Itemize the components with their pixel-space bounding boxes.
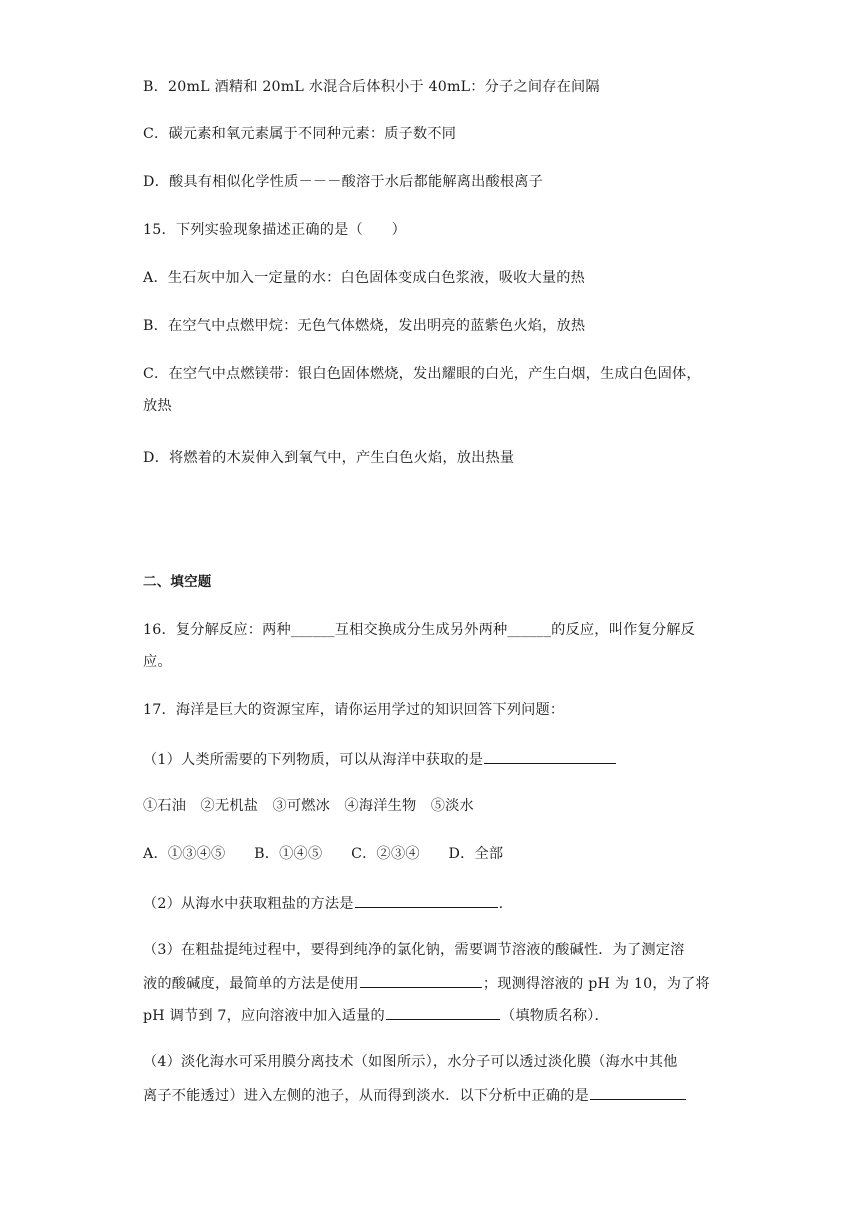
q17-sub2-end: . [498, 896, 504, 912]
q17-sub2-text: （2）从海水中获取粗盐的方法是 [143, 896, 354, 912]
q17-sub4-line1: （4）淡化海水可采用膜分离技术（如图所示），水分子可以透过淡化膜（海水中其他 [143, 1054, 678, 1070]
q17-sub3-text-a: 液的酸碱度，最简单的方法是使用 [143, 976, 359, 992]
q17-sub3-blank-1[interactable] [360, 972, 482, 988]
q15-stem: 15．下列实验现象描述正确的是（ ） [143, 222, 407, 238]
q14-option-c: C．碳元素和氧元素属于不同种元素：质子数不同 [143, 126, 457, 142]
q17-sub2-answer-blank[interactable] [355, 892, 498, 908]
q17-sub3-line2 [143, 972, 710, 994]
q17-stem: 17．海洋是巨大的资源宝库，请你运用学过的知识回答下列问题： [143, 702, 565, 718]
q14-option-b: B．20mL 酒精和 20mL 水混合后体积小于 40mL：分子之间存在间隔 [143, 79, 600, 95]
q16-blank-1[interactable]: ______ [290, 622, 335, 638]
q16-line2: 应。 [143, 654, 172, 670]
q17-sub4-text: 离子不能透过）进入左侧的池子，从而得到淡水．以下分析中正确的是 [143, 1088, 590, 1104]
q17-sub3-text-b: ；现测得溶液的 pH 为 10，为了将 [482, 976, 710, 992]
q15-option-c-line1: C．在空气中点燃镁带：银白色固体燃烧，发出耀眼的白光，产生白烟，生成白色固体， [143, 366, 701, 382]
q17-sub4-line2 [143, 1084, 687, 1106]
q17-sub3-line3 [143, 1004, 609, 1026]
q17-sub1-text: （1）人类所需要的下列物质，可以从海洋中获取的是 [143, 752, 484, 768]
q17-sub3-text-c: pH 调节到 7，应向溶液中加入适量的 [143, 1008, 385, 1024]
q17-items: ①石油 ②无机盐 ③可燃冰 ④海洋生物 ⑤淡水 [143, 798, 474, 814]
q15-option-c-line2: 放热 [143, 398, 172, 414]
q16-line1 [143, 620, 695, 640]
q17-sub3-line1: （3）在粗盐提纯过程中，要得到纯净的氯化钠，需要调节溶液的酸碱性．为了测定溶 [143, 942, 685, 958]
q17-sub3-blank-2[interactable] [386, 1004, 500, 1020]
q16-text-2: 互相交换成分生成另外两种 [334, 622, 508, 638]
q16-blank-2[interactable]: ______ [507, 622, 552, 638]
q17-sub4-answer-blank[interactable] [590, 1084, 686, 1100]
q15-option-a: A．生石灰中加入一定量的水：白色固体变成白色浆液，吸收大量的热 [143, 270, 586, 286]
q17-sub1 [143, 748, 617, 770]
section-title: 二、填空题 [143, 574, 212, 590]
q16-text-3: 的反应，叫作复分解反 [551, 622, 696, 638]
q17-choices: A．①③④⑤ B．①④⑤ C．②③④ D．全部 [143, 846, 504, 862]
q17-sub1-answer-blank[interactable] [484, 748, 616, 764]
q15-option-d: D．将燃着的木炭伸入到氧气中，产生白色火焰，放出热量 [143, 450, 515, 466]
q15-option-b: B．在空气中点燃甲烷：无色气体燃烧，发出明亮的蓝紫色火焰，放热 [143, 318, 586, 334]
q16-text-1: 16．复分解反应：两种 [143, 622, 291, 638]
q14-option-d: D．酸具有相似化学性质－－－酸溶于水后都能解离出酸根离子 [143, 174, 544, 190]
q17-sub2 [143, 892, 503, 914]
q17-sub3-text-d: （填物质名称）． [500, 1008, 609, 1024]
